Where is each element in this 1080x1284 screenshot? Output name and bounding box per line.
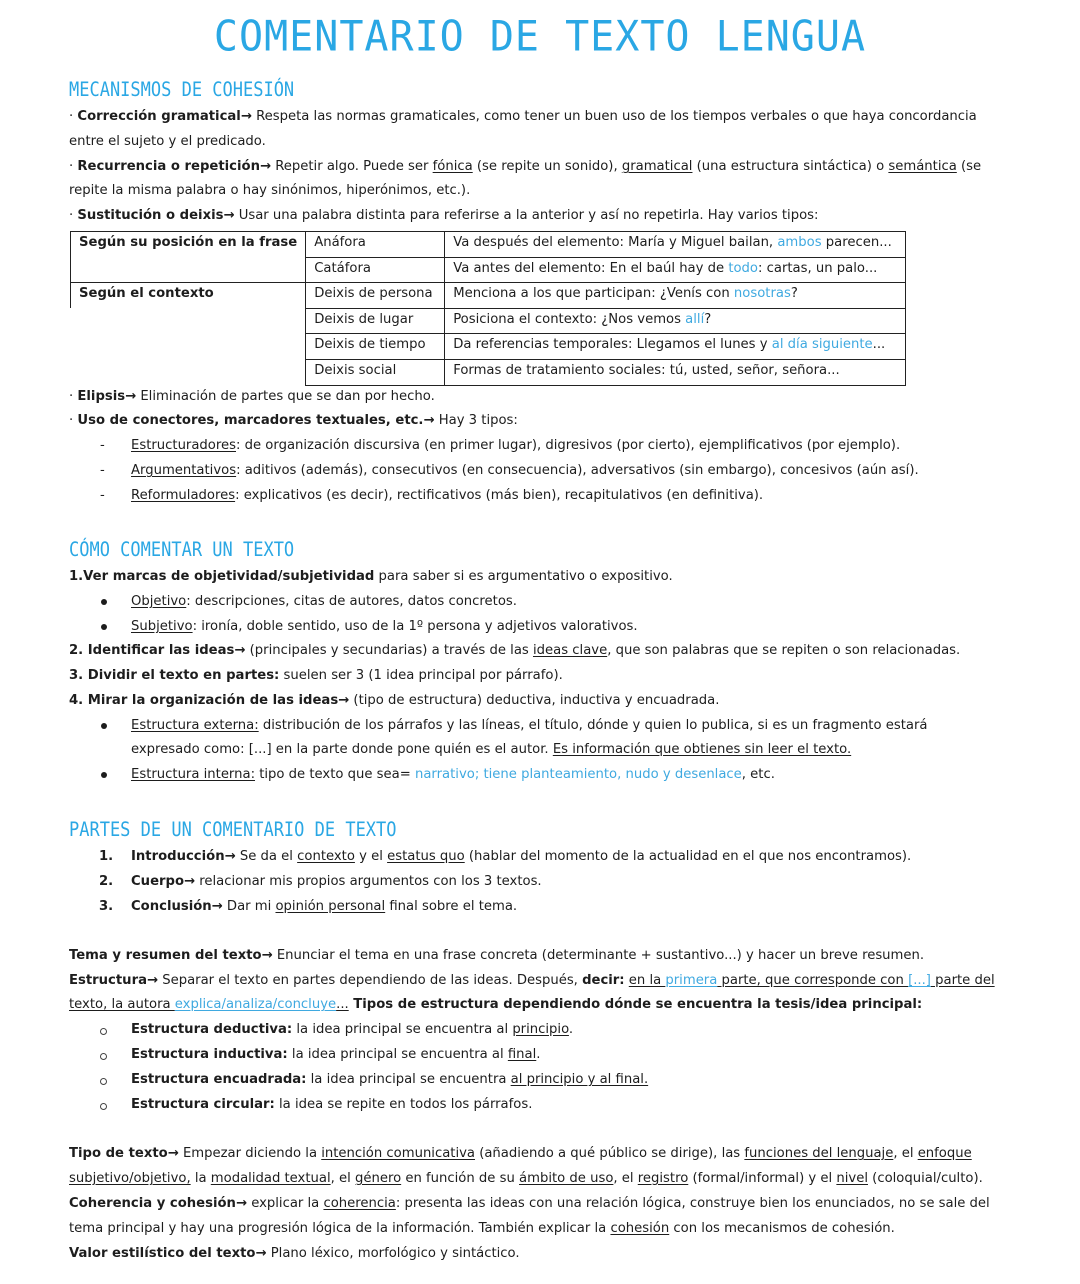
bullet-circle bbox=[100, 1053, 107, 1060]
estructura-externa-item: Estructura externa: distribución de los párrafos y las líneas, el título, dónde y quien lo publica, si es un fragmento estará bbox=[131, 718, 928, 733]
list-number: 2. bbox=[99, 874, 114, 889]
page-title: COMENTARIO DE TEXTO LENGUA bbox=[213, 12, 867, 62]
step-2: 2. Identificar las ideas→ (principales y secundarias) a través de las ideas clave, que son palabras que se repiten o son relacionadas. bbox=[69, 643, 961, 658]
valor-estilistico-line: Valor estilístico del texto→ Plano léxico, morfológico y sintáctico. bbox=[69, 1246, 520, 1261]
bullet-dot bbox=[101, 723, 107, 729]
section-heading-cohesion: MECANISMOS DE COHESIÓN bbox=[69, 78, 295, 102]
reformuladores-item: Reformuladores: explicativos (es decir), rectificativos (más bien), recapitulativos (en definitiva). bbox=[131, 488, 764, 503]
elipsis-line: · Elipsis→ Eliminación de partes que se dan por hecho. bbox=[69, 389, 435, 404]
tema-line: Tema y resumen del texto→ Enunciar el tema en una frase concreta (determinante + sustantivo...) y hacer un breve resumen. bbox=[69, 948, 925, 963]
coherencia-line: Coherencia y cohesión→ explicar la coherencia: presenta las ideas con una relación lógica, construye bien los enunciados, no se sale del bbox=[69, 1196, 990, 1211]
coherencia-line-2: tema principal y hay una progresión lógica de la información. También explicar la cohesión con los mecanismos de cohesión. bbox=[69, 1221, 895, 1236]
introduccion-item: Introducción→ Se da el contexto y el estatus quo (hablar del momento de la actualidad en el que nos encontramos). bbox=[131, 849, 912, 864]
section-heading-comentar: CÓMO COMENTAR UN TEXTO bbox=[69, 538, 295, 562]
estructura-interna-item: Estructura interna: tipo de texto que sea= narrativo; tiene planteamiento, nudo y desenlace, etc. bbox=[131, 767, 775, 782]
objetivo-item: Objetivo: descripciones, citas de autores, datos concretos. bbox=[131, 594, 517, 609]
table-row: Deixis social Formas de tratamiento sociales: tú, usted, señor, señora... bbox=[71, 359, 906, 385]
cuerpo-item: Cuerpo→ relacionar mis propios argumentos con los 3 textos. bbox=[131, 874, 542, 889]
table-row: Según su posición en la frase Anáfora Va después del elemento: María y Miguel bailan, ambos parecen... bbox=[71, 232, 906, 258]
dash-bullet: - bbox=[100, 438, 105, 453]
estructuradores-item: Estructuradores: de organización discursiva (en primer lugar), digresivos (por cierto), ejemplificativos (por ejemplo). bbox=[131, 438, 901, 453]
estructura-circular-item: Estructura circular: la idea se repite en todos los párrafos. bbox=[131, 1097, 533, 1112]
step-1: 1.Ver marcas de objetividad/subjetividad para saber si es argumentativo o expositivo. bbox=[69, 569, 673, 584]
dash-bullet: - bbox=[100, 488, 105, 503]
estructura-line-2: texto, la autora explica/analiza/concluye... Tipos de estructura dependiendo dónde se encuentra la tesis/idea principal: bbox=[69, 997, 923, 1012]
deixis-table bbox=[70, 231, 906, 386]
step-4: 4. Mirar la organización de las ideas→ (tipo de estructura) deductiva, inductiva y encuadrada. bbox=[69, 693, 720, 708]
conclusion-item: Conclusión→ Dar mi opinión personal final sobre el tema. bbox=[131, 899, 518, 914]
table-row: Deixis de tiempo Da referencias temporales: Llegamos el lunes y al día siguiente... bbox=[71, 334, 906, 360]
recurrencia-line: · Recurrencia o repetición→ Repetir algo. Puede ser fónica (se repite un sonido), gramatical (una estructura sintáctica) o semántica (se bbox=[69, 159, 982, 174]
dash-bullet: - bbox=[100, 463, 105, 478]
tipo-texto-line-2: subjetivo/objetivo, la modalidad textual, el género en función de su ámbito de uso, el registro (formal/informal) y el nivel (coloquial/culto). bbox=[69, 1171, 983, 1186]
sustitucion-line: · Sustitución o deixis→ Usar una palabra distinta para referirse a la anterior y así no repetirla. Hay varios tipos: bbox=[69, 208, 819, 223]
table-row: Catáfora Va antes del elemento: En el baúl hay de todo: cartas, un palo... bbox=[71, 257, 906, 283]
bullet-circle bbox=[100, 1103, 107, 1110]
bullet-circle bbox=[100, 1078, 107, 1085]
section-heading-partes: PARTES DE UN COMENTARIO DE TEXTO bbox=[69, 818, 397, 842]
estructura-encuadrada-item: Estructura encuadrada: la idea principal se encuentra al principio y al final. bbox=[131, 1072, 649, 1087]
list-number: 3. bbox=[99, 899, 114, 914]
estructura-deductiva-item: Estructura deductiva: la idea principal se encuentra al principio. bbox=[131, 1022, 574, 1037]
subjetivo-item: Subjetivo: ironía, doble sentido, uso de la 1º persona y adjetivos valorativos. bbox=[131, 619, 638, 634]
conectores-line: · Uso de conectores, marcadores textuales, etc.→ Hay 3 tipos: bbox=[69, 413, 518, 428]
correccion-line: · Corrección gramatical→ Respeta las normas gramaticales, como tener un buen uso de los tiempos verbales o que haya concordancia bbox=[69, 109, 977, 124]
bullet-dot bbox=[101, 772, 107, 778]
table-row: Deixis de lugar Posiciona el contexto: ¿Nos vemos allí? bbox=[71, 308, 906, 334]
table-row: Según el contexto Deixis de persona Menciona a los que participan: ¿Venís con nosotras? bbox=[71, 283, 906, 309]
estructura-inductiva-item: Estructura inductiva: la idea principal se encuentra al final. bbox=[131, 1047, 541, 1062]
tipo-texto-line: Tipo de texto→ Empezar diciendo la intención comunicativa (añadiendo a qué público se dirige), las funciones del lenguaje, el enfoque bbox=[69, 1146, 972, 1161]
argumentativos-item: Argumentativos: aditivos (además), consecutivos (en consecuencia), adversativos (sin embargo), concesivos (aún así). bbox=[131, 463, 919, 478]
list-number: 1. bbox=[99, 849, 114, 864]
bullet-circle bbox=[100, 1028, 107, 1035]
recurrencia-line-2: repite la misma palabra o hay sinónimos, hiperónimos, etc.). bbox=[69, 183, 471, 198]
bullet-dot bbox=[101, 599, 107, 605]
bullet-dot bbox=[101, 624, 107, 630]
estructura-externa-line-2: expresado como: [...] en la parte donde pone quién es el autor. Es información que obtienes sin leer el texto. bbox=[131, 742, 852, 757]
step-3: 3. Dividir el texto en partes: suelen ser 3 (1 idea principal por párrafo). bbox=[69, 668, 563, 683]
correccion-line-2: entre el sujeto y el predicado. bbox=[69, 134, 266, 149]
estructura-line: Estructura→ Separar el texto en partes dependiendo de las ideas. Después, decir: en la primera parte, que corresponde con [...] parte del bbox=[69, 973, 995, 988]
